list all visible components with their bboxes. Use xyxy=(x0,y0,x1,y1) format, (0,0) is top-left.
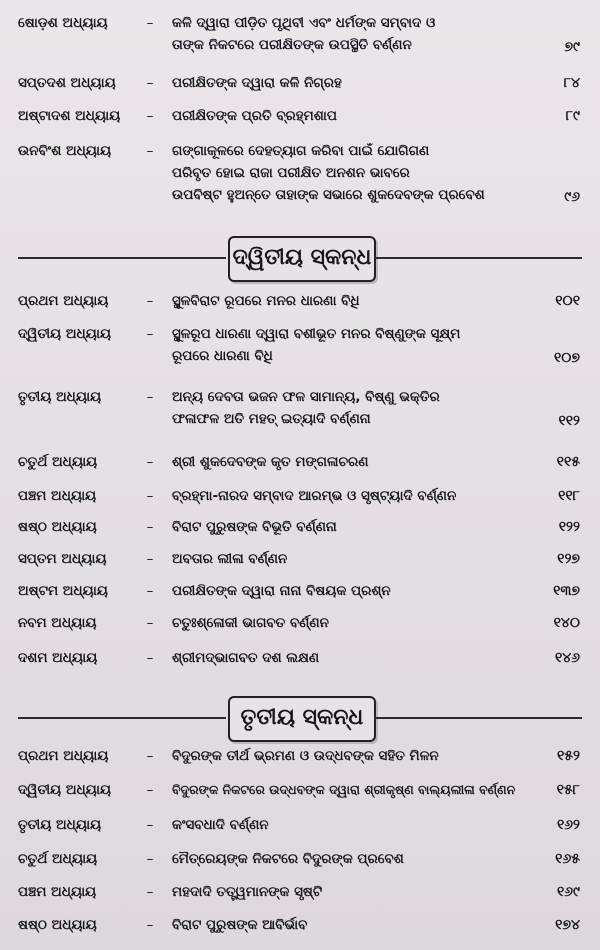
chapter-title-line: ପରୀକ୍ଷିତଙ୍କ ଦ୍ୱାରା ନାନା ବିଷୟକ ପ୍ରଶ୍ନ xyxy=(172,583,391,599)
page-number: ୧୭୪ xyxy=(555,917,580,933)
chapter-title-line: ବିରାଟ ପୁରୁଷଙ୍କ ଆବିର୍ଭାବ xyxy=(172,917,308,933)
chapter-title-line: ସ୍ଥୂଳରୂପ ଧାରଣା ଦ୍ୱାରା ବଶୀଭୂତ ମନର ବିଷ୍ଣୁଙ୍କ ସୂକ୍ଷ୍ମ xyxy=(172,326,461,342)
chapter-name: ଦ୍ୱିତୀୟ ଅଧ୍ୟାୟ xyxy=(18,782,112,798)
heading-rule-left xyxy=(18,717,226,719)
section-heading: ଦ୍ୱିତୀୟ ସ୍କନ୍ଧ xyxy=(232,245,372,270)
chapter-name: ତୃତୀୟ ଅଧ୍ୟାୟ xyxy=(18,817,102,833)
toc-row xyxy=(0,881,600,903)
chapter-name: ଚତୁର୍ଥ ଅଧ୍ୟାୟ xyxy=(18,454,98,470)
chapter-name: ଷୋଡ଼ଶ ଅଧ୍ୟାୟ xyxy=(18,15,108,31)
chapter-title-line: ଗଙ୍ଗାକୂଳରେ ଦେହତ୍ୟାଗ କରିବା ପାଇଁ ଯୋଗିଗଣ xyxy=(172,143,430,159)
page-number: ୧୬୨ xyxy=(556,817,580,833)
chapter-name: ସପ୍ତମ ଅଧ୍ୟାୟ xyxy=(18,551,107,567)
chapter-title-line: ସ୍ଥୂଳବିରାଟ ରୂପରେ ମନର ଧାରଣା ବିଧି xyxy=(172,293,360,309)
separator-dash: – xyxy=(146,917,154,933)
chapter-title-line: ଉପବିଷ୍ଟ ହୁଅନ୍ତେ ତାହାଙ୍କ ସଭାରେ ଶୁକଦେବଙ୍କ ପ୍ରବେଶ xyxy=(172,187,485,203)
chapter-title-line: କଂସବଧାଦି ବର୍ଣ୍ଣନ xyxy=(172,817,269,833)
chapter-name: ଚତୁର୍ଥ ଅଧ୍ୟାୟ xyxy=(18,851,98,867)
separator-dash: – xyxy=(146,748,154,764)
heading-rule-right xyxy=(374,717,582,719)
separator-dash: – xyxy=(146,15,154,31)
chapter-title-line: ବ୍ରହ୍ମା-ନାରଦ ସମ୍ବାଦ ଆରମ୍ଭ ଓ ସୃଷ୍ଟ୍ୟାଦି ବର୍ଣ୍ଣନ xyxy=(172,488,457,504)
separator-dash: – xyxy=(146,782,154,798)
chapter-name: ନବମ ଅଧ୍ୟାୟ xyxy=(18,615,97,631)
page-number: ୧୪୬ xyxy=(554,650,580,666)
separator-dash: – xyxy=(146,326,154,342)
chapter-name: ଦଶମ ଅଧ୍ୟାୟ xyxy=(18,650,98,666)
separator-dash: – xyxy=(146,143,154,159)
page-number: ୯୬ xyxy=(564,189,580,205)
chapter-name: ଦ୍ୱିତୀୟ ଅଧ୍ୟାୟ xyxy=(18,326,112,342)
section-heading-box xyxy=(228,236,376,282)
chapter-name: ଉନବିଂଶ ଅଧ୍ୟାୟ xyxy=(18,143,112,159)
chapter-name: ଅଷ୍ଟାଦଶ ଅଧ୍ୟାୟ xyxy=(18,108,121,124)
page-number: ୧୦୧ xyxy=(555,293,580,309)
chapter-title-line: ଅନ୍ୟ ଦେବତା ଭଜନ ଫଳ ସାମାନ୍ୟ, ବିଷ୍ଣୁ ଭକ୍ତିର xyxy=(172,389,440,405)
separator-dash: – xyxy=(146,884,154,900)
page-number: ୧୨୭ xyxy=(557,551,580,567)
page-number: ୧୨୨ xyxy=(558,519,580,535)
chapter-title-line: ରୂପରେ ଧାରଣା ବିଧି xyxy=(172,348,273,364)
page-number: ୧୩୭ xyxy=(553,583,580,599)
chapter-name: ପଞ୍ଚମ ଅଧ୍ୟାୟ xyxy=(18,884,97,900)
chapter-title-line: ଫଳାଫଳ ଅତି ମହତ୍ ଇତ୍ୟାଦି ବର୍ଣ୍ଣନା xyxy=(172,411,371,427)
page-number: ୧୫୨ xyxy=(556,748,580,764)
chapter-title-line: ମୈତ୍ରେୟଙ୍କ ନିକଟରେ ବିଦୁରଙ୍କ ପ୍ରବେଶ xyxy=(172,851,404,867)
page-number: ୧୬୫ xyxy=(555,851,580,867)
chapter-title-line: କଳି ଦ୍ୱାରା ପୀଡ଼ିତ ପୃଥିବୀ ଏବଂ ଧର୍ମଙ୍କ ସମ୍ବାଦ ଓ xyxy=(172,15,436,31)
page-number: ୧୪୦ xyxy=(553,615,580,631)
chapter-title-line: ବିରାଟ ପୁରୁଷଙ୍କ ବିଭୂତି ବର୍ଣ୍ଣନା xyxy=(172,519,337,535)
chapter-name: ଷଷ୍ଠ ଅଧ୍ୟାୟ xyxy=(18,917,97,933)
toc-row xyxy=(0,140,600,206)
page-number: ୧୧୫ xyxy=(556,454,580,470)
chapter-title-line: ପରୀକ୍ଷିତଙ୍କ ପ୍ରତି ବ୍ରହ୍ମଶାପ xyxy=(172,108,337,124)
chapter-title-line: ବିଦୁରଙ୍କ ତୀର୍ଥ ଭ୍ରମଣ ଓ ଉଦ୍ଧବଙ୍କ ସହିତ ମିଳନ xyxy=(172,748,439,764)
toc-row xyxy=(0,647,600,669)
chapter-title-line: ପରିବୃତ ହୋଇ ରାଜା ପରୀକ୍ଷିତ ଅନଶନ ଭାବରେ xyxy=(172,165,410,181)
chapter-name: ଅଷ୍ଟମ ଅଧ୍ୟାୟ xyxy=(18,583,108,599)
chapter-title-line: ମହଦାଦି ତତ୍ତ୍ୱମାନଙ୍କ ସୃଷ୍ଟି xyxy=(172,884,323,900)
chapter-name: ପ୍ରଥମ ଅଧ୍ୟାୟ xyxy=(18,748,109,764)
chapter-title-line: ଅବତାର ଲୀଳା ବର୍ଣ୍ଣନ xyxy=(172,551,288,567)
separator-dash: – xyxy=(146,650,154,666)
toc-row xyxy=(0,548,600,570)
section-continuation xyxy=(0,0,600,230)
chapter-name: ପ୍ରଥମ ଅଧ୍ୟାୟ xyxy=(18,293,109,309)
chapter-title-line: ଶ୍ରୀମଦ୍ଭାଗବତ ଦଶ ଲକ୍ଷଣ xyxy=(172,650,320,666)
separator-dash: – xyxy=(146,488,154,504)
chapter-name: ତୃତୀୟ ଅଧ୍ୟାୟ xyxy=(18,389,102,405)
toc-row xyxy=(0,12,600,56)
toc-row xyxy=(0,105,600,127)
toc-row xyxy=(0,779,600,801)
separator-dash: – xyxy=(146,293,154,309)
toc-row xyxy=(0,72,600,94)
section-heading-box xyxy=(228,696,376,742)
toc-row xyxy=(0,580,600,602)
page-number: ୧୧୨ xyxy=(558,413,580,429)
toc-row xyxy=(0,323,600,367)
separator-dash: – xyxy=(146,851,154,867)
chapter-name: ସପ୍ତଦଶ ଅଧ୍ୟାୟ xyxy=(18,75,116,91)
heading-rule-left xyxy=(18,257,226,259)
page-number: ୧୫୮ xyxy=(556,782,580,798)
separator-dash: – xyxy=(146,583,154,599)
toc-row xyxy=(0,451,600,473)
separator-dash: – xyxy=(146,108,154,124)
separator-dash: – xyxy=(146,75,154,91)
toc-row xyxy=(0,814,600,836)
heading-rule-right xyxy=(374,257,582,259)
chapter-name: ଷଷ୍ଠ ଅଧ୍ୟାୟ xyxy=(18,519,97,535)
page-number: ୧୦୭ xyxy=(554,350,580,366)
chapter-title-line: ପରୀକ୍ଷିତଙ୍କ ଦ୍ୱାରା କଳି ନିଗ୍ରହ xyxy=(172,75,342,91)
page-number: ୧୧୮ xyxy=(558,488,580,504)
chapter-title-line: ବିଦୁରଙ୍କ ନିକଟରେ ଉଦ୍ଧବଙ୍କ ଦ୍ୱାରା ଶ୍ରୀକୃଷ୍ଣ ବାଲ୍ୟଲୀଳା ବର୍ଣ୍ଣନ xyxy=(172,782,516,797)
separator-dash: – xyxy=(146,551,154,567)
toc-row xyxy=(0,386,600,430)
chapter-title-line: ଶ୍ରୀ ଶୁକଦେବଙ୍କ କୃତ ମଙ୍ଗଳାଚରଣ xyxy=(172,454,369,470)
page-number: ୮୪ xyxy=(563,75,580,91)
toc-row xyxy=(0,485,600,507)
chapter-title-line: ତାଙ୍କ ନିକଟରେ ପରୀକ୍ଷିତଙ୍କ ଉପସ୍ଥିତି ବର୍ଣ୍ଣନ xyxy=(172,37,412,53)
toc-row xyxy=(0,914,600,936)
separator-dash: – xyxy=(146,389,154,405)
toc-row xyxy=(0,516,600,538)
chapter-title-line: ଚତୁଃଶ୍ଳୋକୀ ଭାଗବତ ବର୍ଣ୍ଣନ xyxy=(172,615,329,631)
page-number: ୧୬୯ xyxy=(556,884,580,900)
separator-dash: – xyxy=(146,615,154,631)
page-number: ୭୯ xyxy=(564,39,580,55)
toc-row xyxy=(0,848,600,870)
separator-dash: – xyxy=(146,817,154,833)
toc-row xyxy=(0,612,600,634)
separator-dash: – xyxy=(146,454,154,470)
separator-dash: – xyxy=(146,519,154,535)
section-heading: ତୃତୀୟ ସ୍କନ୍ଧ xyxy=(240,705,364,730)
chapter-name: ପଞ୍ଚମ ଅଧ୍ୟାୟ xyxy=(18,488,97,504)
toc-row xyxy=(0,745,600,767)
toc-row xyxy=(0,290,600,312)
page-number: ୮୯ xyxy=(565,108,580,124)
